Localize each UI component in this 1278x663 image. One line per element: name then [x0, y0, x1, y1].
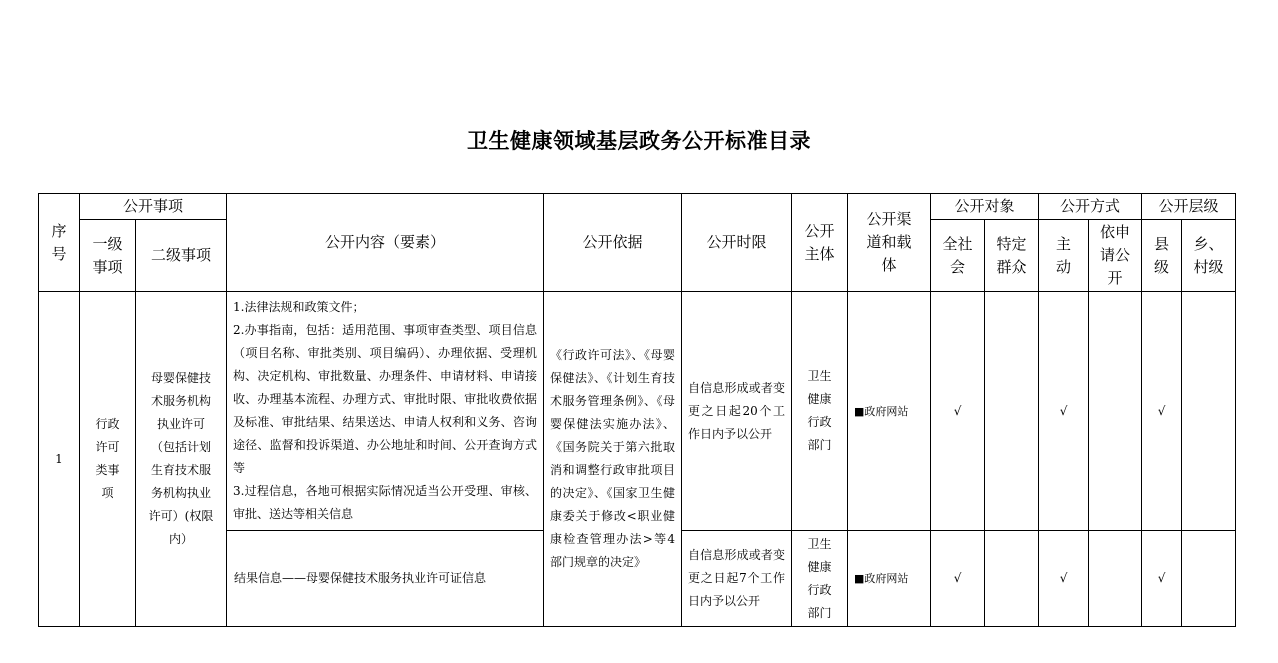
header-method-active: 主 动 — [1039, 220, 1089, 292]
row-object-specific-check — [985, 292, 1039, 531]
row-time-limit: 自信息形成或者变更之日起7个工作日内予以公开 — [682, 531, 792, 627]
row-basis: 《行政许可法》、《母婴保健法》、《计划生育技术服务管理条例》、《母婴保健法实施办法》、《国务院关于第六批取消和调整行政审批项目的决定》、《国家卫生健康委关于修改<职业健康检查管理办法>等4部门规章的决定》 — [544, 292, 682, 627]
header-basis: 公开依据 — [544, 194, 682, 292]
header-level-county: 县 级 — [1142, 220, 1182, 292]
row-level-town-check — [1182, 292, 1236, 531]
row-method-request-check — [1089, 292, 1142, 531]
header-matter-group: 公开事项 — [80, 194, 227, 220]
row-subject: 卫生 健康 行政 部门 — [792, 292, 848, 531]
row-content: 1.法律法规和政策文件； 2.办事指南，包括：适用范围、事项审查类型、项目信息（项目名称、审批类别、项目编码）、办理依据、受理机构、决定机构、审批数量、办理条件、申请材料、申请接收、办理基本流程、办理方式、审批时限、审批收费依据及标准、审批结果、结果送达、申请人权利和义务、咨询途径、监督和投诉渠道、办公地址和时间、公开查询方式等 3.过程信息，各地可根据实际情况适当公开受理、审核、审批、送达等相关信息 — [227, 292, 544, 531]
row-method-request-check — [1089, 531, 1142, 627]
row-level-town-check — [1182, 531, 1236, 627]
row-channel: ■政府网站 — [848, 531, 931, 627]
row-object-all-check: √ — [931, 531, 985, 627]
catalog-table — [38, 193, 1236, 627]
header-channel: 公开渠 道和载 体 — [848, 194, 931, 292]
row-content: 结果信息——母婴保健技术服务执业许可证信息 — [227, 531, 544, 627]
header-seq: 序 号 — [39, 194, 80, 292]
row-level-county-check: √ — [1142, 292, 1182, 531]
row-object-specific-check — [985, 531, 1039, 627]
header-content: 公开内容（要素） — [227, 194, 544, 292]
row-channel: ■政府网站 — [848, 292, 931, 531]
header-object-group: 公开对象 — [931, 194, 1039, 220]
header-level-town: 乡、 村级 — [1182, 220, 1236, 292]
header-object-specific: 特定 群众 — [985, 220, 1039, 292]
row-seq: 1 — [39, 292, 80, 627]
header-subject: 公开 主体 — [792, 194, 848, 292]
row-level-county-check: √ — [1142, 531, 1182, 627]
row-subject: 卫生 健康 行政 部门 — [792, 531, 848, 627]
row-level2: 母婴保健技 术服务机构 执业许可 （包括计划 生育技术服 务机构执业 许可）(权限 内） — [136, 292, 227, 627]
header-object-all: 全社 会 — [931, 220, 985, 292]
row-time-limit: 自信息形成或者变更之日起20个工作日内予以公开 — [682, 292, 792, 531]
header-method-group: 公开方式 — [1039, 194, 1142, 220]
header-level2: 二级事项 — [136, 220, 227, 292]
header-method-request: 依申 请公 开 — [1089, 220, 1142, 292]
row-object-all-check: √ — [931, 292, 985, 531]
row-method-active-check: √ — [1039, 292, 1089, 531]
header-level1: 一级 事项 — [80, 220, 136, 292]
header-level-group: 公开层级 — [1142, 194, 1236, 220]
row-level1: 行政 许可 类事 项 — [80, 292, 136, 627]
table-row — [39, 292, 1236, 531]
header-time-limit: 公开时限 — [682, 194, 792, 292]
row-method-active-check: √ — [1039, 531, 1089, 627]
document-title: 卫生健康领域基层政务公开标准目录 — [467, 129, 811, 153]
